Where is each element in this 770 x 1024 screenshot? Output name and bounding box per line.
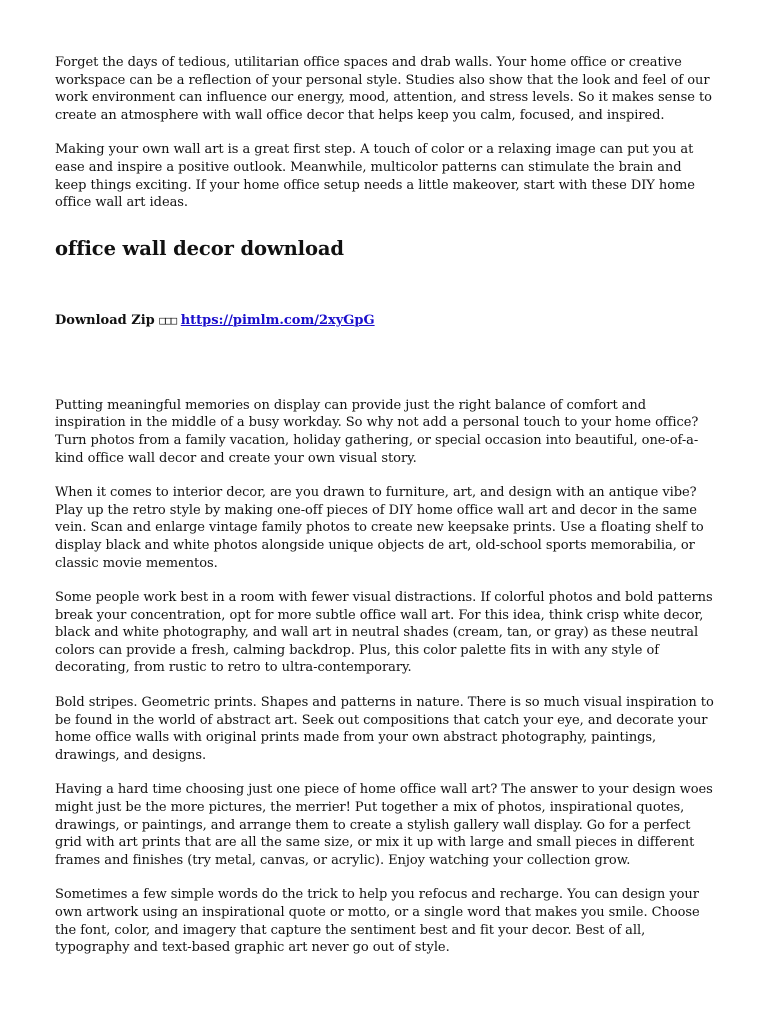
body-paragraph-5: Having a hard time choosing just one piece of home office wall art? The answer to your design woes might just be the more pictures, the merrier! Put together a mix of photos, inspirational quotes, drawings, or paintings, and arrange them to create a stylish gallery wall display. Go for a perfect grid with art prints that are all the same size, or mix it up with large and small pieces in different frames and finishes (try metal, canvas, or acrylic). Enjoy watching your collection grow. [55, 782, 713, 868]
intro-paragraph-2: Making your own wall art is a great first step. A touch of color or a relaxing image can put you at ease and inspire a positive outlook. Meanwhile, multicolor patterns can stimulate the brain and keep things exciting. If your home office setup needs a little makeover, start with these DIY home office wall art ideas. [55, 142, 695, 211]
spacer [55, 329, 715, 397]
page-heading: office wall decor download [55, 236, 344, 260]
body-paragraph-1: Putting meaningful memories on display can provide just the right balance of comfort and inspiration in the middle of a busy workday. So why not add a personal touch to your home office? Turn photos from a family vacation, holiday gathering, or special occasion into beautiful, one-of-a-kind office wall decor and create your own visual story. [55, 397, 699, 466]
document-page [55, 54, 715, 974]
body-paragraph-6: Sometimes a few simple words do the trick to help you refocus and recharge. You can design your own artwork using an inspirational quote or motto, or a single word that makes you smile. Choose the font, color, and imagery that capture the sentiment best and fit your decor. Best of all, typography and text-based graphic art never go out of style. [55, 887, 700, 956]
intro-paragraph-1: Forget the days of tedious, utilitarian office spaces and drab walls. Your home office or creative workspace can be a reflection of your personal style. Studies also show that the look and feel of our work environment can influence our energy, mood, attention, and stress levels. So it makes sense to create an atmosphere with wall office decor that helps keep you calm, focused, and inspired. [55, 55, 712, 123]
download-symbols: □□□ [159, 313, 177, 327]
body-paragraph-4: Bold stripes. Geometric prints. Shapes and patterns in nature. There is so much visual inspiration to be found in the world of abstract art. Seek out compositions that catch your eye, and decorate your home office walls with original prints made from your own abstract photography, paintings, drawings, and designs. [55, 695, 714, 763]
body-paragraph-2: When it comes to interior decor, are you drawn to furniture, art, and design with an antique vibe? Play up the retro style by making one-off pieces of DIY home office wall art and decor in the same vein. Scan and enlarge vintage family photos to create new keepsake prints. Use a floating shelf to display black and white photos alongside unique objects de art, old-school sports memorabilia, or classic movie mementos. [55, 485, 704, 571]
download-label: Download Zip [55, 312, 155, 328]
body-paragraph-3: Some people work best in a room with fewer visual distractions. If colorful photos and bold patterns break your concentration, opt for more subtle office wall art. For this idea, think crisp white decor, black and white photography, and wall art in neutral shades (cream, tan, or gray) as these neutral colors can provide a fresh, calming backdrop. Plus, this color palette fits in with any style of decorating, from rustic to retro to ultra-contemporary. [55, 590, 713, 676]
download-link[interactable]: https://pimlm.com/2xyGpG [180, 312, 375, 328]
download-line [55, 312, 715, 329]
